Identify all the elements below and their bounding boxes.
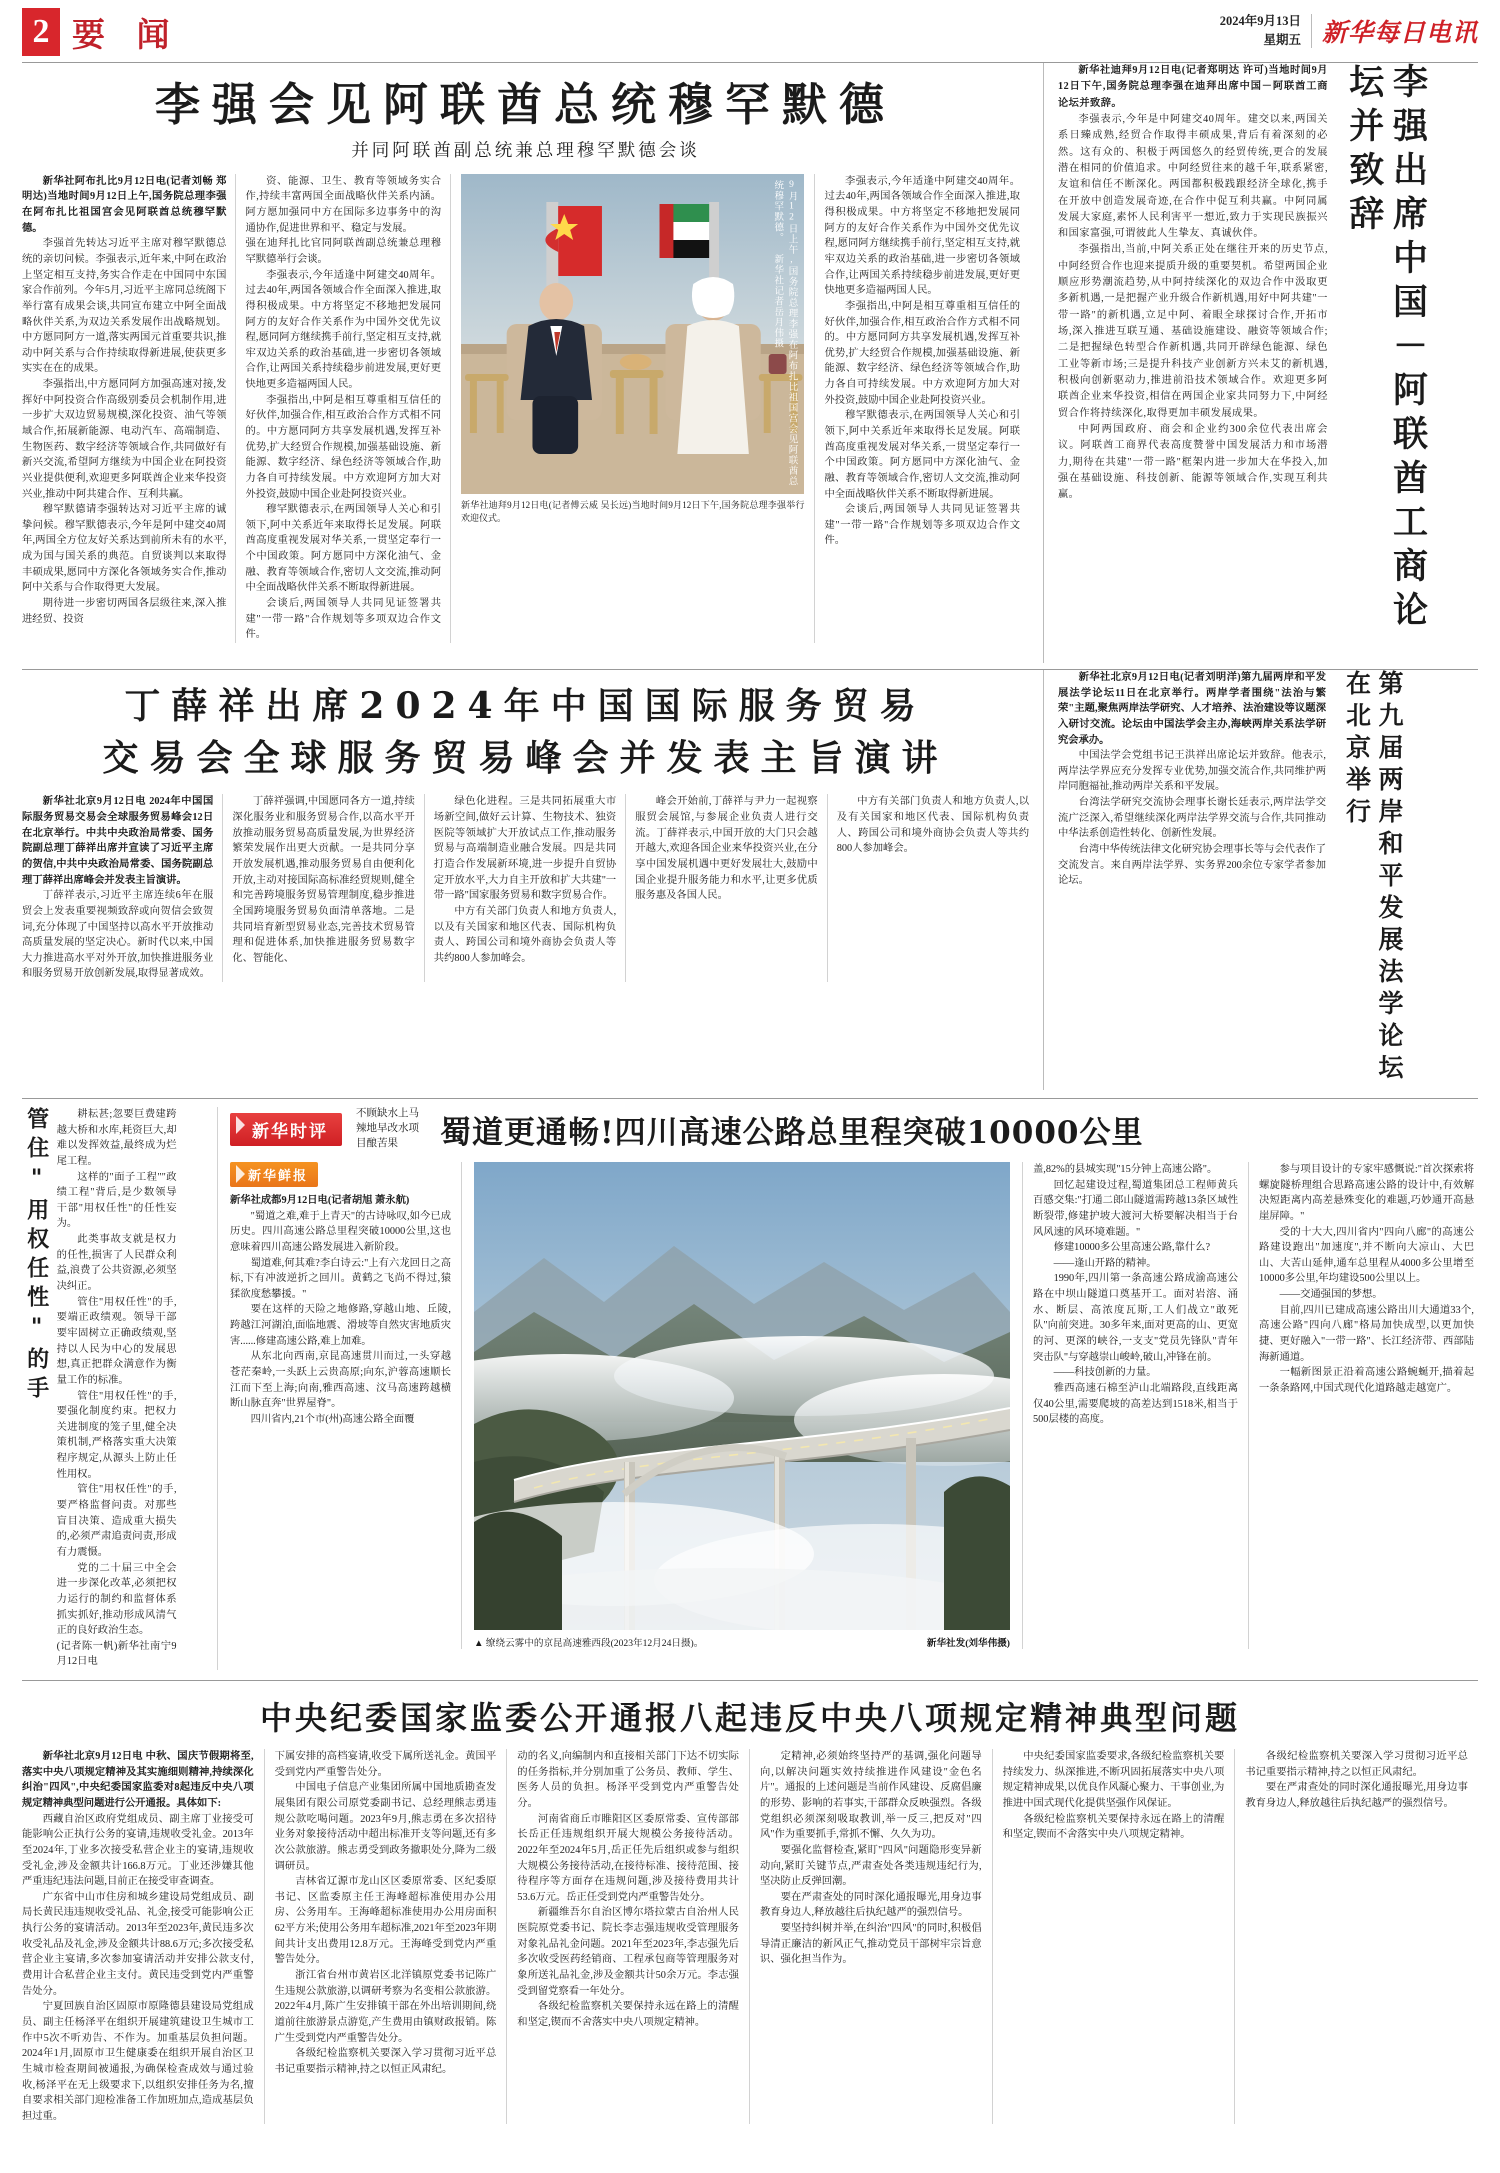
main-col2-p4: 穆罕默德表示,在两国领导人关心和引领下,阿中关系近年来取得长足发展。阿联酋高度重视发展对华关系,一贯坚定奉行一个中国政策。阿方愿同中方深化油气、金融、教育等领域合作,密切人文交流,推动阿中全面战略伙伴关系不断取得新进展。: [245, 504, 442, 594]
comment-vertical-title: 管住"用权任性"的手: [23, 1107, 50, 1405]
law-forum-p2: 台湾法学研究交流协会理事长谢长廷表示,两岸法学交流广泛深入,希望继续深化两岸法学界交流与合作,共同推动中华法系创造性转化、创新性发展。: [1058, 797, 1326, 840]
ding-col2-p0: 丁薛祥强调,中国愿同各方一道,持续深化服务业和服务贸易合作,以高水平开放推动服务贸易高质量发展,为世界经济繁荣发展作出更大贡献。一是共同分享开放发展机遇,推动服务贸易自由便利化开放,主动对接国际高标准经贸规则,健全和完善跨境服务贸易管理制度,稳步推进全国跨境服务贸易负面清单落地。二是共同培育新型贸易业态,完善技术贸易管理和促进体系,加快推进服务贸易数字化、智能化、: [232, 796, 415, 964]
bottom-col-5: [993, 1749, 1236, 2124]
main-col1-p0: 新华社阿布扎比9月12日电(记者刘畅 郑明达)当地时间9月12日上午,国务院总理李强在阿布扎比祖国宫会见阿联酋总统穆罕默德。: [22, 175, 227, 234]
comment-column: [22, 1107, 218, 1670]
main-col1-p4: 期待进一步密切两国各层级往来,深入推进经贸、投资: [22, 598, 227, 625]
shudao-right-p7: 参与项目设计的专家牢感慨说:"首次探索将螺旋隧桥理组合思路高速公路的设计中,有效解决短距离内高差悬殊变化的难题,巧妙通开高悬崖屏障。": [1259, 1164, 1474, 1222]
shudao-article: [218, 1107, 1478, 1670]
main-photo-caption: [461, 499, 804, 525]
bottom-col3-p2: 新疆维吾尔自治区博尔塔拉蒙古自治州人民医院原党委书记、院长李志强违规收受管理服务对象礼品礼金问题。2021年至2023年,李志强先后多次收受医药经销商、工程承包商等管理服务对象所送礼品礼金,涉及金额共计50余万元。李志强受到留党察看一年处分。: [517, 1907, 739, 1997]
bottom-col1-p3: 宁夏回族自治区固原市原隆德县建设局党组成员、副主任杨泽平在组织开展建筑建设卫生城市工作中5次不听劝告、不作为。加重基层负担问题。2024年1月,固原市卫生健康委在组织开展自治区卫生城市检查期间被通报,为确保检查成效与通过验收,杨泽平在无上级要求下,以组织安排任务为名,擅自要求相关部门迎检准备工作加班加点,造成基层负担过重。: [22, 2001, 254, 2122]
page-number: 2: [22, 8, 60, 56]
comment-body: [57, 1107, 177, 1670]
bottom-col6-p0: 各级纪检监察机关要深入学习贯彻习近平总书记重要指示精神,持之以恒正风肃纪。: [1245, 1751, 1468, 1778]
shudao-left-p3: 从东北向西南,京昆高速贯川而过,一头穿越苍茫秦岭,一头跃上云贵高原;向东,沪蓉高速顺长江而下至上海;向南,雅西高速、汶马高速跨越横断山脉直奔"世界屋脊"。: [230, 1351, 451, 1410]
shudao-right-p8: 受的十大大,四川省内"四向八廊"的高速公路建设跑出"加速度",并不断向大凉山、大巴山、大苦山延伸,通车总里程从4000多公里增至10000多公里,年均建设500公里以上。: [1259, 1226, 1474, 1285]
shudao-kicker: 不顾缺水上马辣地早改水项目酿苦果: [356, 1108, 419, 1149]
bottom-col2-p4: 各级纪检监察机关要深入学习贯彻习近平总书记重要指示精神,持之以恒正风肃纪。: [274, 2048, 497, 2075]
shudao-right-p3: ——逢山开路的精神。: [1053, 1257, 1157, 1269]
shudao-caption-row: [474, 1635, 1010, 1649]
bottom-headline: 中央纪委国家监委公开通报八起违反中央八项规定精神典型问题: [259, 1699, 1240, 1738]
main-col2-p3: 李强指出,中阿是相互尊重相互信任的好伙伴,加强合作,相互政治合作方式相不同的。中方愿同阿方共享发展机遇,发挥互补优势,扩大经贸合作规模,加强基础设施、新能源、数字经济、绿色经济等领域合作,助力各自可持续发展。中方欢迎阿方加大对外投资,鼓励中国企业赴阿投资兴业。: [245, 394, 442, 500]
shudao-left-p2: 要在这样的天险之地修路,穿越山地、丘陵,跨越江河湖泊,面临地震、滑坡等自然灾害地质灾害......修建高速公路,难上加难。: [230, 1304, 451, 1347]
bottom-col2-p1: 中国电子信息产业集团所属中国地质勘查发展集团有限公司原党委副书记、总经理熊志勇违规公款吃喝问题。2023年9月,熊志勇在多次招待业务对象接待活动中超出标准开支等问题,还有多次公款旅游。熊志勇受到政务撤职处分,降为二级调研员。: [274, 1782, 497, 1872]
main-col3-p0: 李强表示,今年适逢中阿建交40周年。过去40年,两国各领域合作全面深入推进,取得积极成果。中方将坚定不移地把发展同阿方的友好合作关系作为中国外交优先议程,愿同阿方继续携手前行,坚定相互支持,就牢双边关系的政治基础,进一步密切各领域合作,让两国关系持续稳步前进发展,更好更快地更多造福两国人民。: [824, 175, 1020, 297]
shudao-headline: 蜀道更通畅!四川高速公路总里程突破10000公里: [440, 1115, 1144, 1151]
masthead-left: [22, 8, 180, 56]
bottom-col-4: [750, 1749, 993, 2124]
bottom-col5-p1: 各级纪检监察机关要保持永远在路上的清醒和坚定,锲而不舍落实中央八项规定精神。: [1002, 1813, 1225, 1841]
bottom-col1-p2: 广东省中山市住房和城乡建设局党组成员、副局长黄民违违规收受礼品、礼金,接受可能影响公正执行公务的宴请活动。2013年至2023年,黄民违多次收受礼品及礼金,涉及金额共计88.6万元;多次接受私营企业主宴请,多次参加宴请活动并安排公款支付,费用计合私营企业主支付。黄民违受到党内严重警告处分。: [22, 1891, 254, 1997]
main-photo-wrap: [451, 174, 814, 643]
right-top-body: [1058, 63, 1328, 663]
bottom-col4-p1: 要强化监督检查,紧盯"四风"问题隐形变异新动向,紧盯关键节点,严肃查处各类违规违纪行为,坚决防止反弹回潮。: [759, 1844, 982, 1888]
bottom-col4-p3: 要坚持纠树并举,在纠治"四风"的同时,积极倡导清正廉洁的新风正气,推动党员干部树牢宗旨意识、强化担当作为。: [759, 1923, 982, 1966]
shudao-col-right: [1248, 1162, 1474, 1649]
comment-signature: (记者陈一帆)新华社南宁9月12日电: [56, 1640, 177, 1668]
ding-headline: [22, 680, 1029, 784]
shudao-photo-caption: ▲ 缭绕云雾中的京昆高速雅西段(2023年12月24日摄)。: [474, 1638, 704, 1649]
main-col-1: [22, 174, 236, 643]
law-forum-p1: 中国法学会党组书记王洪祥出席论坛并致辞。他表示,两岸法学界应充分发挥专业优势,加强交流合作,共同维护两岸同胞福祉,推动两岸关系和平发展。: [1058, 750, 1326, 793]
bottom-col2-p3: 浙江省台州市黄岩区北洋镇原党委书记陈广生违规公款旅游,以调研考察为名变相公款旅游。2022年4月,陈广生安排镇干部在外出培训期间,绕道前往旅游景点游览,产生费用由镇财政报销。陈广生受到党内严重警告处分。: [274, 1970, 497, 2044]
bottom-col1-p1: 西藏自治区政府党组成员、副主席丁业接受可能影响公正执行公务的宴请,违规收受礼金。2013年至2024年,丁业多次接受私营企业主的宴请,违规收受礼金,涉及金额共计166.8万元。丁业还涉嫌其他严重违纪违法问题,目前正在接受审查调查。: [22, 1813, 254, 1888]
bottom-columns: [22, 1749, 1478, 2124]
bottom-col-1: [22, 1749, 265, 2124]
main-col-3: [814, 174, 1029, 643]
publication-weekday: 星期五: [1263, 32, 1301, 47]
ding-col-4: [626, 794, 827, 982]
comment-p3: 管住"用权任性"的手,要端正政绩观。领导干部要牢固树立正确政绩观,坚持以人民为中心的发展思想,真正把群众满意作为衡量工作的标准。: [56, 1296, 177, 1386]
shudao-content: [230, 1162, 1478, 1649]
section-title: 要 闻: [72, 14, 180, 54]
ding-col-3: [425, 794, 626, 982]
shudao-right-p11: 一幅新图景正沿着高速公路蜿蜒开,描着起一条条路网,中国式现代化道路越走越宽广。: [1259, 1367, 1474, 1394]
main-article: [22, 63, 1044, 663]
main-col2-p1: 强在迪拜扎比官同阿联酋副总统兼总理穆罕默德举行会谈。: [245, 238, 442, 265]
main-headline: 李强会见阿联酋总统穆罕默德: [154, 78, 896, 131]
publication-date: 2024年9月13日: [1219, 14, 1301, 28]
main-col1-p2: 李强指出,中方愿同阿方加强高速对接,发挥好中阿投资合作高级别委员会机制作用,进一步扩大双边贸易规模,深化投资、油气等领域合作,拓展新能源、电动汽车、高端制造、生物医药、数字经济等领域合作,共同做好有新兴交流,希望阿方继续为中国企业在阿投资兴业提供便利,欢迎更多阿联酋企业来华投资兴业,推动中阿共建合作、互利共赢。: [22, 379, 227, 500]
main-col3-p2: 穆罕默德表示,在两国领导人关心和引领下,阿中关系近年来取得长足发展。阿联酋高度重视发展对华关系,一贯坚定奉行一个中国政策。阿方愿同中方深化油气、金融、教育等领域合作,密切人文交流,推动阿中全面战略伙伴关系不断取得新进展。: [824, 410, 1020, 500]
ding-col3-p0: 绿色化进程。三是共同拓展重大市场新空间,做好云计算、生物技术、独资医院等领域扩大开放试点工作,推动服务贸易与高端制造业融合发展。四是共同打造合作发展新环境,进一步提升自贸协定开放水平,大力自主开放和扩大共建"一带一路"国家服务贸易和数字贸易合作。: [433, 796, 617, 902]
zone-c-rule: [22, 1680, 1478, 1681]
zone-top: [22, 63, 1478, 663]
shudao-right-p1: 回忆起建设过程,蜀道集团总工程师黄兵百感交集:"打通二郎山隧道需跨越13条区域性断裂带,修建护坡大渡河大桥要解决相当于台风风速的风环境难题。": [1033, 1179, 1238, 1238]
ding-col4-p0: 峰会开始前,丁薛祥与尹力一起视察服贸会展馆,与参展企业负责人进行交流。丁薛祥表示,中国开放的大门只会越开越大,欢迎各国企业来华投资兴业,在分享中国发展机遇中更好发展壮大,鼓励中国企业提升服务能力和水平,让更多优质服务惠及各国人民。: [635, 796, 818, 902]
law-forum-p3: 台湾中华传统法律文化研究协会理事长等与会代表作了交流发言。来自两岸法学界、实务界200余位专家学者参加论坛。: [1058, 844, 1326, 887]
shudao-col-left: [230, 1162, 462, 1649]
bottom-col-2: [265, 1749, 508, 2124]
main-col3-p1: 李强指出,中阿是相互尊重相互信任的好伙伴,加强合作,相互政治合作方式相不同的。中方愿同阿方共享发展机遇,发挥互补优势,扩大经贸合作规模,加强基础设施、新能源、数字经济、绿色经济等领域合作,助力各自可持续发展。中方欢迎阿方加大对外投资,鼓励中国企业赴阿投资兴业。: [824, 300, 1020, 406]
main-col2-p2: 李强表示,今年适逢中阿建交40周年。过去40年,两国各领域合作全面深入推进,取得积极成果。中方将坚定不移地把发展同阿方的友好合作关系作为中国外交优先议程,愿同阿方继续携手前行,坚定相互支持,就牢双边关系的政治基础,进一步密切各领域合作,让两国关系持续稳步前进发展,更好更快地更多造福两国人民。: [245, 269, 442, 391]
main-col-2: [236, 174, 451, 643]
bottom-col1-p0: 新华社北京9月12日电 中秋、国庆节假期将至,落实中央八项规定精神及其实施细则精神,持续深化纠治"四风",中央纪委国家监委对8起违反中央八项规定精神典型问题进行公开通报。具体如下:: [22, 1751, 254, 1809]
ding-col-2: [223, 794, 424, 982]
shudao-right-p0: 盖,82%的县城实现"15分钟上高速公路"。: [1033, 1164, 1218, 1175]
bottom-col-6: [1235, 1749, 1478, 2124]
ding-col5-p0: 中方有关部门负责人和地方负责人,以及有关国家和地区代表、国际机构负责人、跨国公司和境外商协会负责人等共约800人参加峰会。: [836, 796, 1029, 855]
masthead-divider: [1311, 14, 1312, 48]
date-block: [1220, 12, 1301, 50]
comment-p2: 此类事故支就是权力的任性,损害了人民群众利益,浪费了公共资源,必须坚决纠正。: [56, 1234, 177, 1293]
bottom-col4-p2: 要在严肃查处的同时深化通报曝光,用身边事教育身边人,释放越往后执纪越严的强烈信号。: [759, 1891, 982, 1919]
shudao-dateline: 新华社成都9月12日电(记者胡旭 萧永航): [230, 1195, 410, 1206]
shudao-right-p10: 目前,四川已建成高速公路出川大通道33个,高速公路"四向八廊"格局加快成型,以更加快捷、更好融入"一带一路"、长江经济带、西部陆海新通道。: [1259, 1304, 1474, 1363]
meeting-photo-illustration: [461, 174, 804, 494]
main-subheadline: 并同阿联酋副总统兼总理穆罕默德会谈: [351, 140, 700, 161]
bottom-col3-p0: 动的名义,向编制内和直接相关部门下达不切实际的任务指标,并分别加重了公务员、教师、学生、医务人员的负担。杨泽平受到党内严重警告处分。: [517, 1751, 739, 1809]
right-top-p0: 新华社迪拜9月12日电(记者郑明达 许可)当地时间9月12日下午,国务院总理李强在迪拜出席中国－阿联酋工商论坛并致辞。: [1058, 65, 1328, 109]
comment-p6: 党的二十届三中全会进一步深化改革,必须把权力运行的制约和监督体系抓实抓好,推动形成风清气正的良好政治生态。: [56, 1562, 177, 1637]
zone-ding: [22, 670, 1478, 1090]
main-col2-p0: 资、能源、卫生、教育等领域务实合作,持续丰富两国全面战略伙伴关系内涵。阿方愿加强同中方在国际多边事务中的沟通协作,促进世界和平、稳定与发展。: [245, 175, 442, 234]
ding-columns: [22, 794, 1029, 982]
shudao-col-mid: [1022, 1162, 1248, 1649]
bottom-col6-p1: 要在严肃查处的同时深化通报曝光,用身边事教育身边人,释放越往后执纪越严的强烈信号。: [1245, 1782, 1468, 1809]
ding-headline-line2: 交易会全球服务贸易峰会并发表主旨演讲: [102, 737, 949, 780]
main-photo: [461, 174, 804, 494]
shudao-right-p2: 修建10000多公里高速公路,靠什么?: [1053, 1242, 1211, 1254]
comment-p4: 管住"用权任性"的手,要强化制度约束。把权力关进制度的笼子里,健全决策机制,严格落实重大决策程序规定,从源头上防止任性用权。: [56, 1390, 177, 1480]
zone-shudao: [22, 1107, 1478, 1670]
right-top-article: [1044, 63, 1478, 663]
shudao-left-p0: "蜀道之难,难于上青天"的古诗咏叹,如今已成历史。四川高速公路总里程突破10000公里,这也意味着四川高速公路发展进入新阶段。: [230, 1210, 451, 1253]
main-article-columns: [22, 174, 1029, 643]
bottom-col2-p2: 吉林省辽源市龙山区区委原常委、区纪委原书记、区监委原主任王海峰超标准使用办公用房、公务用车。王海峰超标准使用办公用房面积62平方米;使用公务用车超标准,2021年至2023年期间共计支出费用12.8万元。王海峰受到党内严重警告处分。: [274, 1876, 497, 1966]
bottom-col3-p3: 各级纪检监察机关要保持永远在路上的清醒和坚定,锲而不舍落实中央八项规定精神。: [517, 2001, 739, 2028]
right-top-vertical-headline: 李强出席中国－阿联酋工商论坛并致辞: [1343, 63, 1429, 635]
bottom-col2-p0: 下属安排的高档宴请,收受下属所送礼金。黄国平受到党内严重警告处分。: [274, 1751, 497, 1778]
shudao-left-p4: 四川省内,21个市(州)高速公路全面覆: [250, 1413, 415, 1425]
ding-headline-line1: 丁薛祥出席2024年中国国际服务贸易: [124, 685, 927, 727]
shudao-title-row: [230, 1107, 1478, 1152]
right-top-p1: 李强表示,今年是中阿建交40周年。建交以来,两国关系日臻成熟,经贸合作取得丰硕成果,背后有着深刻的必然。这有众的、积极于两国悠久的经贸传统,更合的发展潜在相同的价值追求。中阿经贸往来的越千年,联系紧密,友谊和信任不断深化。两国都积极践跟经济全球化,携手在开放中创造发展奇迹,在合作中促互利共赢。中阿同属发展大家庭,素怀人民利害平一想近,致力于实现民族振兴和国家富强,可谓彼此人生挚友、真诚伙伴。: [1058, 113, 1328, 240]
main-col3-p3: 会谈后,两国领导人共同见证签署共建"一带一路"合作规划等多项双边合作文件。: [824, 504, 1020, 547]
law-forum-p0: 新华社北京9月12日电(记者刘明洋)第九届两岸和平发展法学论坛11日在北京举行。两岸学者围绕"法治与繁荣"主题,聚焦两岸法学研究、人才培养、法治建设等议题深入研讨交流。论坛由中国法学会主办,海峡两岸关系法学研究会承办。: [1058, 672, 1326, 746]
bottom-col4-p0: 定精神,必须始终坚持严的基调,强化问题导向,以解决问题实效持续推进作风建设"金色名片"。通报的上述问题是当前作风建设、反腐倡廉的形势、影响的若事实,干部群众反映强烈。各级党组织必须深刻吸取教训,举一反三,把反对"四风"作为重要抓手,常抓不懈、久久为功。: [759, 1751, 982, 1841]
bottom-col3-p1: 河南省商丘市睢阳区区委原常委、宣传部部长岳正任违规组织开展大规模公务接待活动。2022年至2024年5月,岳正任先后组织或参与组织大规模公务接待活动,在接待标准、接待范围、接待程序等方面存在违规问题,涉及接待费用共计53.6万元。岳正任受到党内严重警告处分。: [517, 1813, 739, 1903]
shudao-right-p5: ——科技创新的力量。: [1053, 1367, 1157, 1379]
main-photo-caption-text: 新华社迪拜9月12日电(记者傅云威 吴长远)当地时间9月12日下午,国务院总理李强举行欢迎仪式。: [461, 499, 805, 523]
main-photo-vertical-caption: 9月12日上午,国务院总理李强在阿布扎比祖国宫会见阿联酋总统穆罕默德。 新华社记者岳月伟摄: [772, 179, 797, 487]
brand-logo: 新华每日电讯: [1321, 17, 1478, 47]
shudao-right-p9: ——交通强国的梦想。: [1279, 1289, 1383, 1301]
right-top-p3: 中阿两国政府、商会和企业约300余位代表出席会议。阿联酋工商界代表高度赞誉中国发展活力和市场潜力,期待在共建"一带一路"框架内进一步加大在华投入,加强在基础设施、科技创新、能源等领域合作,实现互利共赢。: [1058, 423, 1328, 501]
zone-b-rule: [22, 1098, 1478, 1099]
law-forum-body: [1058, 670, 1326, 1090]
main-col1-p1: 李强首先转达习近平主席对穆罕默德总统的亲切问候。李强表示,近年来,中阿在政治上坚定相互支持,务实合作走在中国同中东国家合作前列。今年5月,习近平主席同总统阁下举行富有成果会谈,共同宣布建立中阿全面战略伙伴关系,为双边关系发展作出战略规划。中方愿同阿方一道,落实两国元首重要共识,推动中阿关系与合作持续取得新进展,使获更多实实在在的成果。: [22, 238, 227, 375]
right-top-p2: 李强指出,当前,中阿关系正处在继往开来的历史节点,中阿经贸合作也迎来提质升级的重要契机。希望两国企业顺应形势潮流趋势,从中阿持续深化的双边合作中汲取更多新机遇,一是把握产业升级合作新机遇,用好中阿共建"一带一路"的新机遇,立足中阿、着眼全球探讨合作,开拓市场,深入推进互联互通、基础设施建设、融资等领域合作;二是把握绿色转型合作新机遇,共同开辟绿色能源、绿色工业等新市场;三是提升科技产业创新方兴未艾的新机遇,积极向创新驱动力,推进前沿技术领域合作。欢迎更多阿联酋企业来华投资,相信在两国企业家共同努力下,中阿经贸合作将持续深化,取得更加丰硕发展成果。: [1058, 244, 1328, 419]
masthead-right: [1220, 8, 1478, 50]
ding-article: [22, 670, 1044, 1090]
shudao-photo-credit: 新华社发(刘华伟摄): [926, 1638, 1010, 1649]
comment-p0: 耕耘甚;忽要巨费建跨越大桥和水库,耗资巨大,却难以发挥效益,最终成为烂尾工程。: [56, 1109, 177, 1167]
ding-col3-p1: 中方有关部门负责人和地方负责人,以及有关国家和地区代表、国际机构负责人、跨国公司和境外商协会负责人等共约800人参加峰会。: [433, 905, 617, 964]
shudao-right-p6: 雅西高速石棉至泸山北端路段,直线距离仅40公里,需要爬坡的高差达到1518米,相当于500层楼的高度。: [1033, 1382, 1238, 1426]
ding-col1-p0: 新华社北京9月12日电 2024年中国国际服务贸易交易会全球服务贸易峰会12日在北京举行。中共中央政治局常委、国务院副总理丁薛祥出席并宣读了习近平主席的贺信,中共中央政治局常委、国务院副总理丁薛祥出席峰会并发表主旨演讲。: [22, 796, 214, 886]
ding-col-1: [22, 794, 223, 982]
ding-col-5: [828, 794, 1029, 982]
xinhua-commentary-badge[interactable]: 新华时评: [230, 1113, 342, 1146]
shudao-left-body: [230, 1193, 451, 1428]
comment-p1: 这样的"面子工程""政绩工程"背后,是少数领导干部"用权任性"的任性妄为。: [56, 1171, 177, 1230]
shudao-right-p4: 1990年,四川第一条高速公路成渝高速公路在中坝山隧道口奠基开工。面对岩溶、涌水、断层、高浓度瓦斯,工人们战立"敢死队"向前突进。30多年来,面对更高的山、更宽的河、更深的峡谷,一支支"党员先锋队"青年突击队"与穿越崇山峻岭,破山,冲锋在前。: [1033, 1273, 1238, 1363]
comment-p5: 管住"用权任性"的手,要严格监督问责。对那些盲目决策、造成重大损失的,必须严肃追责问责,形成有力震慑。: [56, 1484, 177, 1558]
right-law-forum: [1044, 670, 1478, 1090]
xinhua-fresh-badge[interactable]: 新华鲜报: [230, 1162, 318, 1187]
highway-bridge-photo-illustration: [474, 1162, 1010, 1630]
shudao-photo-wrap: [462, 1162, 1022, 1649]
main-col1-p3: 穆罕默德请李强转达对习近平主席的诚挚问候。穆罕默德表示,今年是阿中建交40周年,两国全方位友好关系达到前所未有的水平,成为国与国关系的典范。自贸谈判以来取得丰硕成果,愿同中方深化各领域务实合作,推动阿中关系与合作取得更大发展。: [22, 504, 227, 594]
bottom-col-3: [507, 1749, 750, 2124]
shudao-left-p1: 蜀道难,何其难?李白诗云:"上有六龙回日之高标,下有冲波逆折之回川。黄鹤之飞尚不得过,猿猱欲度愁攀援。": [230, 1257, 451, 1300]
law-forum-vertical-headline: 第九届两岸和平发展法学论坛在北京举行: [1342, 670, 1404, 1086]
zone-bottom: [22, 1693, 1478, 2124]
shudao-photo: [474, 1162, 1010, 1630]
masthead: [22, 0, 1478, 60]
ding-col1-p1: 丁薛祥表示,习近平主席连续6年在服贸会上发表重要视频致辞或向贺信会致贺词,充分体现了中国坚持以高水平开放推动高质量发展的坚定决心。新时代以来,中国大力推进高水平对外开放,加快推进服务业和服务贸易开放创新发展,取得显著成效。: [22, 890, 214, 980]
bottom-col5-p0: 中央纪委国家监委要求,各级纪检监察机关要持续发力、纵深推进,不断巩固拓展落实中央八项规定精神成果,以优良作风凝心聚力、干事创业,为推进中国式现代化提供坚强作风保证。: [1002, 1751, 1225, 1809]
main-col2-p5: 会谈后,两国领导人共同见证签署共建"一带一路"合作规划等多项双边合作文件。: [245, 598, 442, 641]
